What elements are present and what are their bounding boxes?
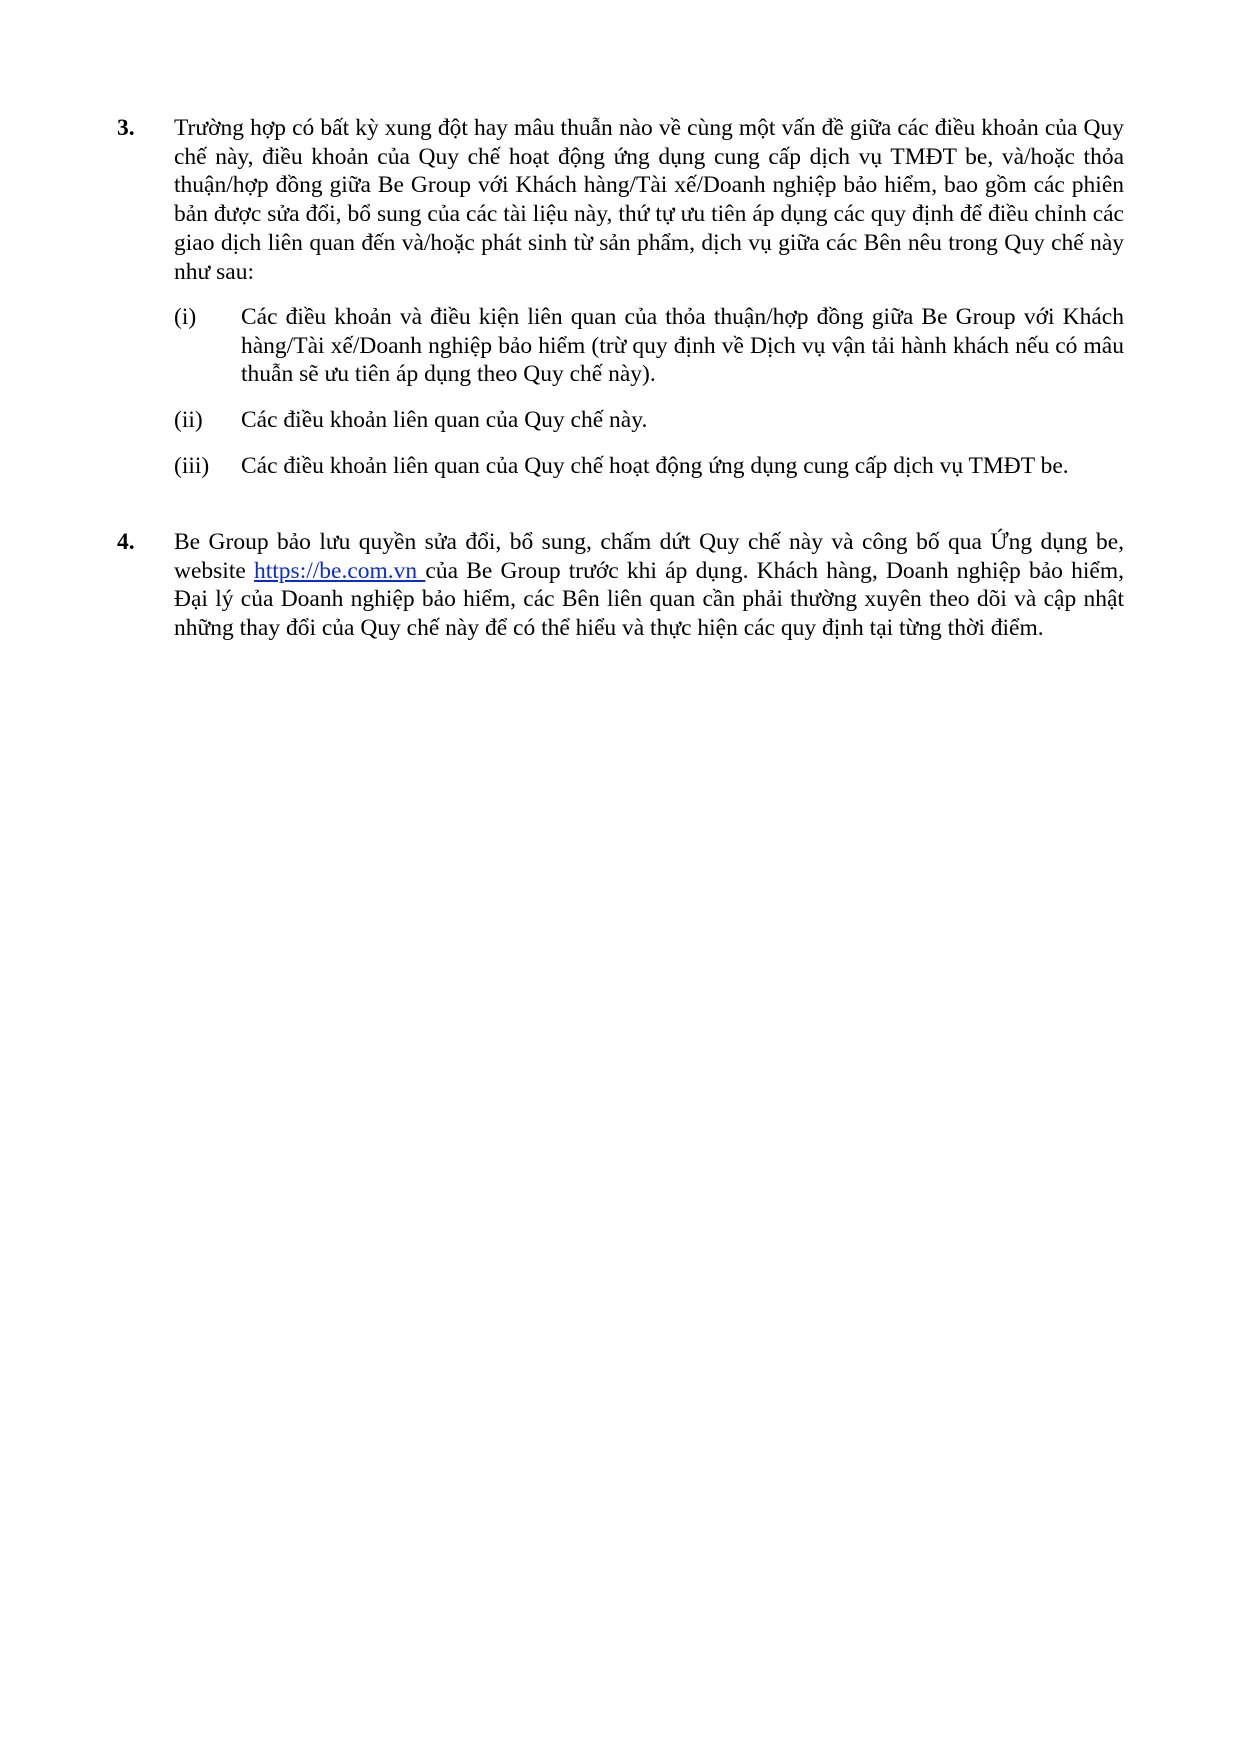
list-item: [174, 406, 1124, 435]
clause-number: 3.: [117, 115, 135, 141]
clause-text-before-link: Be Group bảo lưu quyền sửa đổi, bổ sung, chấm dứt Quy chế này và công bố qua Ứng dụng be, website: [174, 529, 1124, 584]
list-item: [174, 303, 1124, 389]
list-item-text: Các điều khoản liên quan của Quy chế hoạt động ứng dụng cung cấp dịch vụ TMĐT be.: [241, 452, 1069, 479]
list-item-number: (i): [174, 304, 197, 330]
clause-4: [117, 528, 1124, 643]
clause-text: [174, 528, 1124, 643]
priority-list: [174, 303, 1124, 498]
website-link[interactable]: https://be.com.vn: [254, 557, 426, 584]
clause-text: Trường hợp có bất kỳ xung đột hay mâu thuẫn nào về cùng một vấn đề giữa các điều khoản của Quy chế này, điều khoản của Quy chế hoạt động ứng dụng cung cấp dịch vụ TMĐT be, và/hoặc thỏa thuận/hợp đồng giữa Be Group với Khách hàng/Tài xế/Doanh nghiệp bảo hiểm, bao gồm các phiên bản được sửa đổi, bổ sung của các tài liệu này, thứ tự ưu tiên áp dụng các quy định để điều chỉnh các giao dịch liên quan đến và/hoặc phát sinh từ sản phẩm, dịch vụ giữa các Bên nêu trong Quy chế này như sau:: [174, 115, 1124, 285]
clause-number: 4.: [117, 529, 135, 555]
list-item-number: (iii): [174, 452, 210, 479]
list-item-text: Các điều khoản và điều kiện liên quan của thỏa thuận/hợp đồng giữa Be Group với Khách hàng/Tài xế/Doanh nghiệp bảo hiểm (trừ quy định về Dịch vụ vận tải hành khách nếu có mâu thuẫn sẽ ưu tiên áp dụng theo Quy chế này).: [241, 304, 1124, 388]
clause-3: [117, 114, 1124, 286]
clause-text-after-link: của Be Group trước khi áp dụng. Khách hàng, Doanh nghiệp bảo hiểm, Đại lý của Doanh nghiệp bảo hiểm, các Bên liên quan cần phải thường xuyên theo dõi và cập nhật những thay đổi của Quy chế này để có thể hiểu và thực hiện các quy định tại từng thời điểm.: [174, 557, 1124, 642]
list-item-text: Các điều khoản liên quan của Quy chế này.: [241, 407, 648, 434]
list-item: [174, 452, 1124, 481]
list-item-number: (ii): [174, 407, 203, 434]
